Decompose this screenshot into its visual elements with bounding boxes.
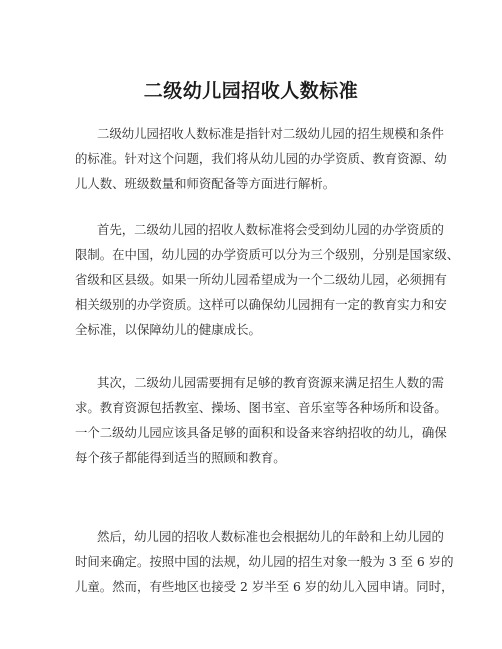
paragraph-line: 二级幼儿园招收人数标准是指针对二级幼儿园的招生规模和条件 [97,126,444,141]
paragraph-line: 时间来确定。按照中国的法规，幼儿园的招生对象一般为 3 至 6 岁的 [75,554,454,569]
paragraph-line: 然后，幼儿园的招收人数标准也会根据幼儿的年龄和上幼儿园的 [97,529,444,544]
paragraph-line: 一个二级幼儿园应该具备足够的面积和设备来容纳招收的幼儿，确保 [75,425,447,440]
paragraph-line: 儿人数、班级数量和师资配备等方面进行解析。 [75,176,336,191]
paragraph-line: 儿童。然而，有些地区也接受 2 岁半至 6 岁的幼儿入园申请。同时， [75,579,454,594]
document-title: 二级幼儿园招收人数标准 [143,80,359,102]
paragraph-line: 限制。在中国，幼儿园的办学资质可以分为三个级别，分别是国家级、 [75,247,460,262]
paragraph-line: 全标准，以保障幼儿的健康成长。 [75,322,261,337]
paragraph-line: 首先，二级幼儿园的招收人数标准将会受到幼儿园的办学资质的 [97,222,444,237]
paragraph-line: 其次，二级幼儿园需要拥有足够的教育资源来满足招生人数的需 [97,375,444,390]
paragraph-line: 省级和区县级。如果一所幼儿园希望成为一个二级幼儿园，必须拥有 [75,272,447,287]
paragraph-line: 的标准。针对这个问题，我们将从幼儿园的办学资质、教育资源、幼 [75,151,447,166]
paragraph-qualification [75,217,460,342]
paragraph-line: 每个孩子都能得到适当的照顾和教育。 [75,450,286,465]
paragraph-resources [75,370,455,470]
paragraph-age [75,524,455,599]
paragraph-intro [75,121,455,196]
paragraph-line: 求。教育资源包括教室、操场、图书室、音乐室等各种场所和设备。 [75,400,447,415]
paragraph-line: 相关级别的办学资质。这样可以确保幼儿园拥有一定的教育实力和安 [75,297,447,312]
